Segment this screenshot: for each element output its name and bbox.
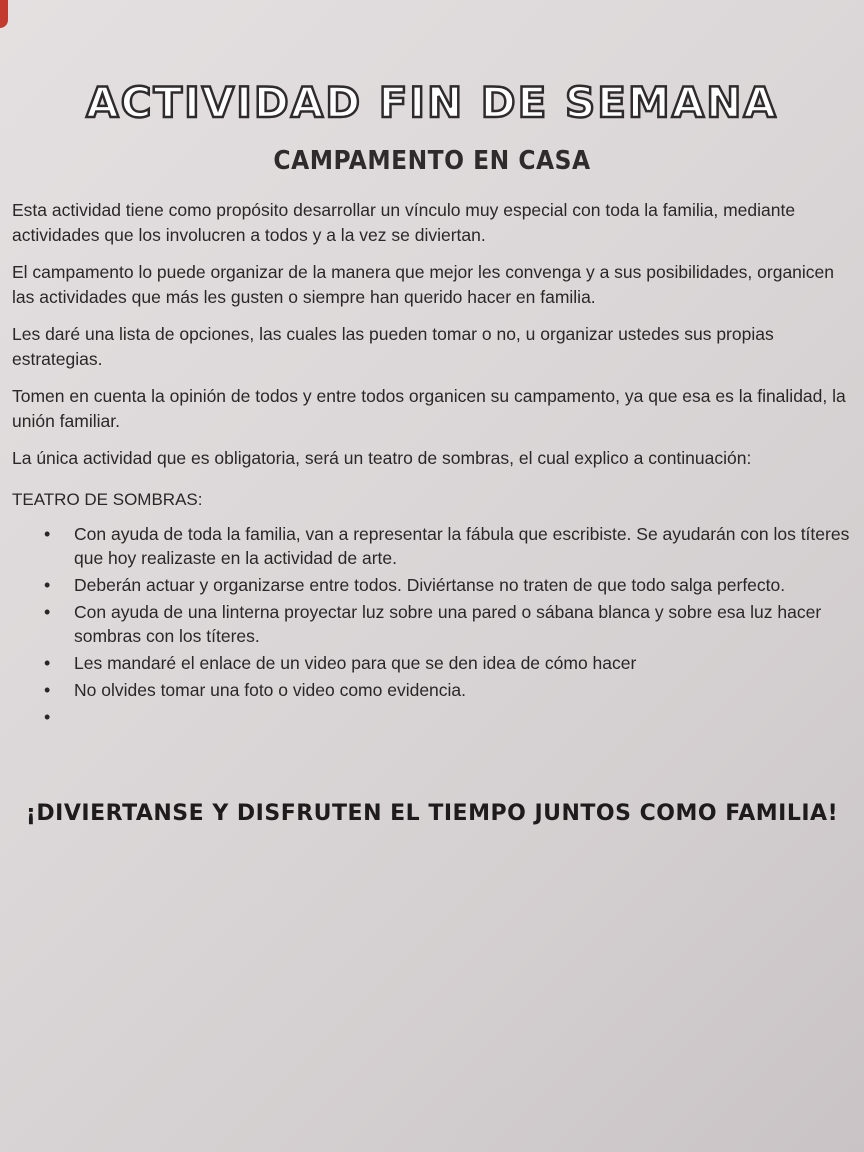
paragraph-organization: El campamento lo puede organizar de la manera que mejor les convenga y a sus posibilidades, organicen las actividades que más les gusten o siempre han querido hacer en familia. — [12, 262, 835, 307]
paragraph-purpose: Esta actividad tiene como propósito desarrollar un vínculo muy especial con toda la familia, mediante actividades que los involucren a todos y a la vez se diviertan. — [12, 200, 796, 245]
document-body — [12, 198, 860, 732]
section-heading-teatro: TEATRO DE SOMBRAS: — [12, 490, 203, 509]
closing-message: ¡DIVIERTANSE Y DISFRUTEN EL TIEMPO JUNTOS COMO FAMILIA! — [25, 801, 839, 826]
list-item: • Deberán actuar y organizarse entre todos. Diviértanse no traten de que todo salga perfecto. — [74, 573, 860, 597]
paragraph-opinion: Tomen en cuenta la opinión de todos y entre todos organicen su campamento, ya que esa es la finalidad, la unión familiar. — [12, 386, 846, 431]
document-subtitle: CAMPAMENTO EN CASA — [273, 146, 591, 176]
paragraph-mandatory: La única actividad que es obligatoria, será un teatro de sombras, el cual explico a continuación: — [12, 448, 752, 468]
list-item: • Les mandaré el enlace de un video para que se den idea de cómo hacer — [74, 651, 860, 675]
instructions-list — [12, 522, 860, 729]
list-item: • Con ayuda de toda la familia, van a representar la fábula que escribiste. Se ayudarán con los títeres que hoy realizaste en la actividad de arte. — [74, 522, 860, 570]
paragraph-options: Les daré una lista de opciones, las cuales las pueden tomar o no, u organizar ustedes sus propias estrategias. — [12, 324, 774, 369]
document-title: ACTIVIDAD FIN DE SEMANA — [86, 78, 778, 127]
list-item: • No olvides tomar una foto o video como evidencia. — [74, 678, 860, 702]
list-item: • Con ayuda de una linterna proyectar luz sobre una pared o sábana blanca y sobre esa luz hacer sombras con los títeres. — [74, 600, 860, 648]
list-item-empty — [74, 705, 860, 729]
